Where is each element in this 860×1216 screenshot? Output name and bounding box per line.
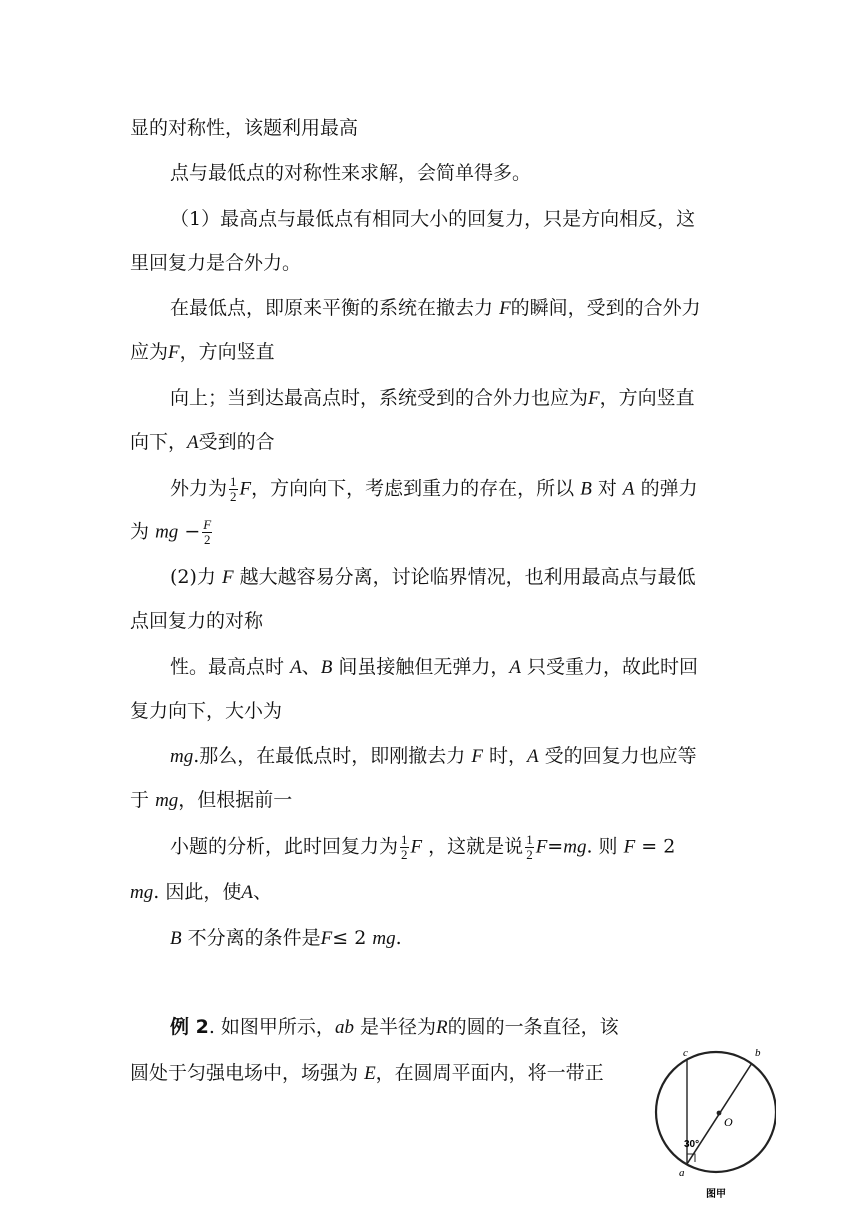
text-line: 小题的分析，此时回复力为 $\frac{1}{2}$ F ，这就是说 $\frac{1}{2}$ F=mg. 则 F = 2 — [170, 832, 676, 862]
text-line: 点与最低点的对称性来求解，会简单得多。 — [170, 162, 532, 184]
circle-diagram — [652, 1040, 776, 1200]
text-line: 应为F，方向竖直 — [130, 341, 275, 363]
example-heading: 例 2. 如图甲所示，ab 是半径为R的圆的一条直径，该 — [170, 1016, 619, 1038]
label-o: O — [724, 1115, 733, 1129]
center-point — [717, 1111, 722, 1116]
text-line: B 不分离的条件是F≤ 2 mg. — [170, 927, 402, 949]
circle — [656, 1052, 776, 1172]
text-line: mg.那么，在最低点时，即刚撤去力 F 时，A 受的回复力也应等 — [170, 745, 697, 767]
text-line: 显的对称性，该题利用最高 — [130, 117, 359, 139]
text-line: mg. 因此，使A、 — [130, 881, 272, 903]
text-line: （1）最高点与最低点有相同大小的回复力，只是方向相反，这 — [170, 208, 696, 230]
text-line: 在最低点，即原来平衡的系统在撤去力 F的瞬间，受到的合外力 — [170, 297, 701, 319]
fraction: $\frac{1}{2}$ — [230, 474, 237, 504]
text-line: 为 mg − $\frac{F}{2}$ — [130, 517, 212, 547]
text-line: 向下，A受到的合 — [130, 431, 275, 453]
text-line: 复力向下，大小为 — [130, 700, 283, 722]
text-line: 向上；当到达最高点时，系统受到的合外力也应为F，方向竖直 — [170, 387, 695, 409]
label-a: a — [679, 1167, 685, 1179]
text-line: 里回复力是合外力。 — [130, 252, 302, 274]
figure-caption: 图甲 — [706, 1189, 726, 1200]
fraction: $\frac{1}{2}$ — [401, 832, 408, 862]
fraction: $\frac{F}{2}$ — [203, 517, 212, 547]
text-line: 圆处于匀强电场中，场强为 E，在圆周平面内，将一带正 — [130, 1062, 604, 1084]
text-line: 点回复力的对称 — [130, 610, 264, 632]
text-line: (2)力 F 越大越容易分离，讨论临界情况，也利用最高点与最低 — [170, 566, 696, 588]
text-line: 外力为 $\frac{1}{2}$ F，方向向下，考虑到重力的存在，所以 B 对 A 的弹力 — [170, 474, 698, 504]
label-b: b — [755, 1047, 761, 1059]
fraction: $\frac{1}{2}$ — [526, 832, 533, 862]
text-line: 于 mg，但根据前一 — [130, 789, 293, 811]
text-line: 性。最高点时 A、B 间虽接触但无弹力，A 只受重力，故此时回 — [170, 656, 699, 678]
label-c: c — [683, 1047, 688, 1059]
angle-label: 30° — [684, 1139, 700, 1150]
